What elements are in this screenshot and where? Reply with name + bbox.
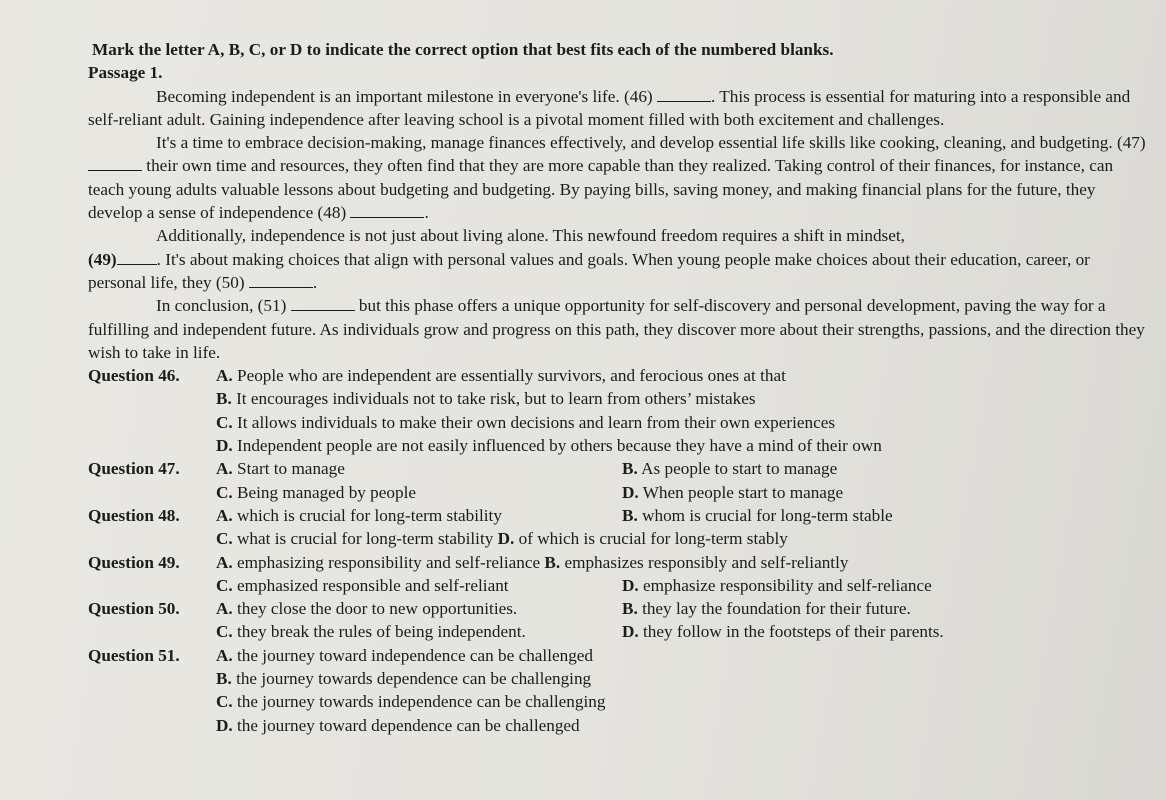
blank-50[interactable] xyxy=(249,272,313,288)
passage-title: Passage 1. xyxy=(88,63,163,83)
paragraph-1-text-b: . This process is essential for maturing into a responsible and self-reliant adult. Gaining independence after leaving school is a pivotal moment filled with both excitement and challenges. xyxy=(88,86,1131,129)
question-47-row-ab xyxy=(88,457,1148,480)
paragraph-1-text-a: Becoming independent is an important milestone in everyone's life. (46) xyxy=(156,86,653,106)
question-48-row-ab xyxy=(88,504,1148,527)
worksheet-content xyxy=(88,38,1148,737)
paragraph-2-text-b: their own time and resources, they often find that they are more capable than they realized. Taking control of their finances, for instance, can teach young adults valuable lessons about budgeting and budgeting. By paying bills, saving money, and making financial plans for the future, they develop a sense of independence (48) xyxy=(88,156,1114,223)
paragraph-4-text-a: In conclusion, (51) xyxy=(156,296,287,316)
q46-option-d[interactable]: D. Independent people are not easily influenced by others because they have a mind of their own xyxy=(216,436,882,456)
question-50-row-cd xyxy=(88,620,1148,643)
question-48-row-cd xyxy=(88,527,1148,550)
q51-option-b[interactable]: B. the journey towards dependence can be challenging xyxy=(216,669,592,689)
q47-option-d[interactable]: D. When people start to manage xyxy=(622,482,844,502)
question-46-row-b xyxy=(88,387,1148,410)
question-49-label: Question 49. xyxy=(88,552,180,572)
blank-47[interactable] xyxy=(88,155,142,171)
question-47-row-cd xyxy=(88,481,1148,504)
question-51-row-c xyxy=(88,690,1148,713)
question-51-row-b xyxy=(88,667,1148,690)
q48-option-a[interactable]: A. which is crucial for long-term stability xyxy=(216,505,502,525)
q48-option-d[interactable]: D. of which is crucial for long-term stably xyxy=(497,529,788,549)
q46-option-a[interactable]: A. People who are independent are essentially survivors, and ferocious ones at that xyxy=(216,366,786,386)
q46-option-c[interactable]: C. It allows individuals to make their own decisions and learn from their own experiences xyxy=(216,412,836,432)
paragraph-1 xyxy=(88,85,1148,132)
q49-option-a[interactable]: A. emphasizing responsibility and self-reliance xyxy=(216,552,541,572)
q49-option-d[interactable]: D. emphasize responsibility and self-reliance xyxy=(622,575,932,595)
q47-option-a[interactable]: A. Start to manage xyxy=(216,459,345,479)
question-47-label: Question 47. xyxy=(88,459,180,479)
question-51-row-d xyxy=(88,714,1148,737)
q50-option-b[interactable]: B. they lay the foundation for their future. xyxy=(622,599,911,619)
blank-46[interactable] xyxy=(657,86,711,102)
blank-48[interactable] xyxy=(350,202,424,218)
question-51-row-a xyxy=(88,644,1148,667)
paragraph-4 xyxy=(88,294,1148,364)
question-46-row-d xyxy=(88,434,1148,457)
q51-option-c[interactable]: C. the journey towards independence can be challenging xyxy=(216,692,606,712)
paragraph-2 xyxy=(88,131,1148,224)
paragraph-2-text-c: . xyxy=(424,203,429,223)
q48-option-c[interactable]: C. what is crucial for long-term stability xyxy=(216,529,494,549)
blank-49-label: (49) xyxy=(88,249,117,269)
question-49-row-ab xyxy=(88,551,1148,574)
question-48-label: Question 48. xyxy=(88,505,180,525)
question-51-label: Question 51. xyxy=(88,645,180,665)
q51-option-d[interactable]: D. the journey toward dependence can be challenged xyxy=(216,715,580,735)
paragraph-4-text-b: but this phase offers a unique opportunity for self-discovery and personal development, paving the way for a fulfilling and independent future. As individuals grow and progress on this path, they discover more about their strengths, passions, and the direction they wish to take in life. xyxy=(88,296,1145,362)
q50-option-d[interactable]: D. they follow in the footsteps of their parents. xyxy=(622,622,944,642)
paragraph-3-text-a: Additionally, independence is not just about living alone. This newfound freedom requires a shift in mindset, xyxy=(156,226,905,246)
paragraph-3-text-d: . xyxy=(312,272,318,292)
question-46-row-c xyxy=(88,411,1148,434)
question-50-row-ab xyxy=(88,597,1148,620)
q49-option-b[interactable]: B. emphasizes responsibly and self-reliantly xyxy=(544,552,849,572)
q51-option-a[interactable]: A. the journey toward independence can be challenged xyxy=(216,645,594,665)
instruction-text: Mark the letter A, B, C, or D to indicate the correct option that best fits each of the numbered blanks. xyxy=(92,40,834,59)
q50-option-a[interactable]: A. they close the door to new opportunities. xyxy=(216,599,518,619)
question-46-label: Question 46. xyxy=(88,366,180,386)
question-50-label: Question 50. xyxy=(88,599,180,619)
blank-51[interactable] xyxy=(291,295,355,311)
paragraph-3-text-c: . It's about making choices that align with personal values and goals. When young people make choices about their education, career, or personal life, they (50) xyxy=(88,249,1090,292)
q48-option-b[interactable]: B. whom is crucial for long-term stable xyxy=(622,505,893,525)
question-46-row-a xyxy=(88,364,1148,387)
question-49-row-cd xyxy=(88,574,1148,597)
paragraph-2-text-a: It's a time to embrace decision-making, manage finances effectively, and develop essential life skills like cooking, cleaning, and budgeting. (47) xyxy=(156,133,1146,153)
paragraph-3 xyxy=(88,224,1148,294)
q46-option-b[interactable]: B. It encourages individuals not to take risk, but to learn from others’ mistakes xyxy=(216,389,756,409)
q49-option-c[interactable]: C. emphasized responsible and self-reliant xyxy=(216,575,509,595)
q50-option-c[interactable]: C. they break the rules of being independent. xyxy=(216,622,526,642)
q47-option-b[interactable]: B. As people to start to manage xyxy=(622,459,838,479)
q47-option-c[interactable]: C. Being managed by people xyxy=(216,482,416,502)
blank-49[interactable] xyxy=(117,249,157,265)
